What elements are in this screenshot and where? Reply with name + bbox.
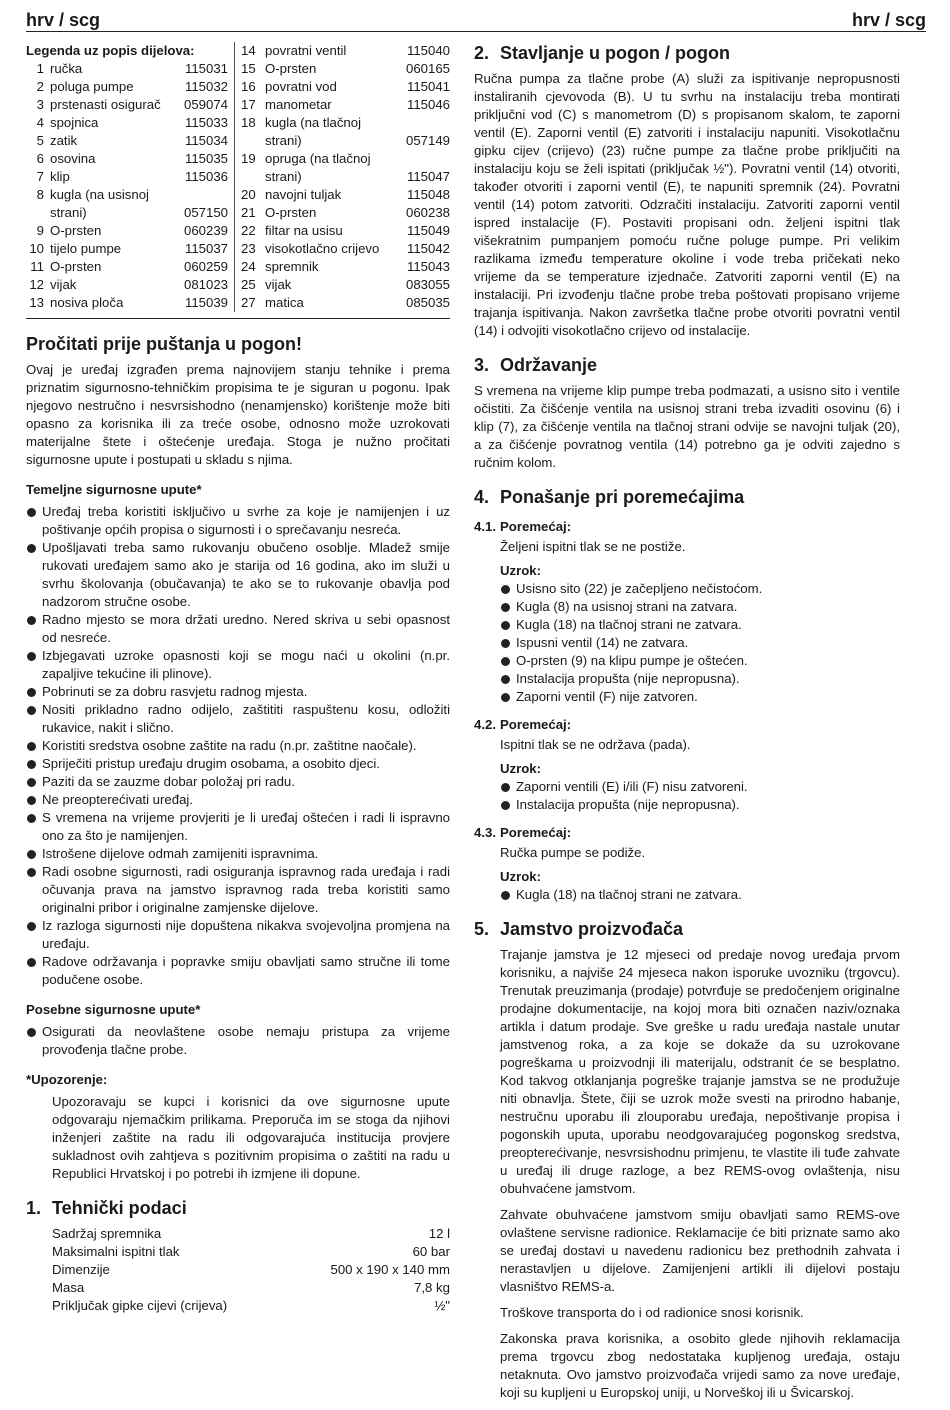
maintenance-text: S vremena na vrijeme klip pumpe treba podmazati, a usisno sito i ventile očistiti. Za čišćenje ventila na usisnoj strani treba izvaditi osovinu (6) i klip (7), za čišćenje ventila na tlačnoj strani odvije se navojni tuljak (20), a za čišćenje povratnog ventila (14) potrebno ga je odviti zajedno s ručnim kolom. — [474, 383, 900, 470]
parts-row — [241, 294, 450, 312]
part-code: 115048 — [406, 187, 450, 202]
part-code: 115040 — [406, 43, 450, 58]
fault-heading — [474, 518, 900, 536]
fault-cause-item: Instalacija propušta (nije nepropusna). — [500, 796, 900, 814]
basic-safety-item: Izbjegavati uzroke opasnosti koji se mogu naći u okolini (n.pr. zapaljive tekućine ili plinove). — [26, 647, 450, 683]
basic-safety-item: Ne preopterećivati uređaj. — [26, 791, 450, 809]
part-name: zatik — [50, 133, 78, 148]
part-code: 115031 — [184, 61, 228, 76]
tech-data-row — [52, 1261, 450, 1279]
tech-data-row — [52, 1297, 450, 1315]
right-column — [474, 42, 900, 1410]
left-column — [26, 42, 450, 1315]
part-code: 060165 — [405, 61, 450, 76]
parts-row — [26, 150, 228, 168]
startup-number: 2. — [474, 43, 490, 63]
part-code: 115041 — [406, 79, 450, 94]
special-safety-item: Osigurati da neovlaštene osobe nemaju pristupa za vrijeme provođenja tlačne probe. — [26, 1023, 450, 1059]
basic-safety-item: Nositi prikladno radno odijelo, zaštititi raspuštenu kosu, odložiti rukavice, nakit i slično. — [26, 701, 450, 737]
parts-column-2 — [234, 42, 450, 312]
fault-cause-label: Uzrok: — [500, 869, 542, 884]
part-code: 115047 — [406, 169, 450, 184]
part-name: osovina — [50, 151, 96, 166]
header-right-lang: hrv / scg — [851, 10, 926, 30]
tech-data-row — [52, 1225, 450, 1243]
fault-cause-label: Uzrok: — [500, 563, 542, 578]
faults-list — [474, 518, 900, 904]
part-name: klip — [50, 169, 70, 184]
part-code: 060238 — [405, 205, 450, 220]
special-safety-list — [26, 1023, 450, 1059]
faults-heading — [474, 486, 900, 508]
part-code: 115042 — [406, 241, 450, 256]
startup-heading — [474, 42, 900, 64]
fault-cause-list — [474, 580, 900, 706]
fault-cause-item: Zaporni ventil (F) nije zatvoren. — [500, 688, 900, 706]
fault-block — [474, 824, 900, 904]
part-name: poluga pumpe — [50, 79, 134, 94]
part-number: 8 — [36, 187, 44, 202]
part-number: 11 — [30, 259, 44, 274]
part-name: opruga (na tlačnoj — [265, 151, 371, 166]
warranty-text — [474, 946, 900, 1402]
warning-text: Upozoravaju se kupci i korisnici da ove sigurnosne upute odgovaraju njemačkim prilikama. Preporuča im se stoga da njihovi inženjeri zaštite na radu ili odgovarajuća institucija provjere sukladnost ovih zahtjeva s pozitivnim propisima o zaštiti na radu u Republici Hrvatskoj i po potrebi ih izmjene ili dopune. — [52, 1094, 450, 1181]
part-number: 13 — [29, 295, 44, 310]
tech-data-label: Dimenzije — [52, 1262, 110, 1277]
part-number: 4 — [36, 115, 44, 130]
parts-row — [26, 222, 228, 240]
part-number: 23 — [241, 241, 256, 256]
warranty-paragraph: Zahvate obuhvaćene jamstvom smiju obavljati samo REMS-ove ovlaštene servisne radionice. Reklamacije će biti priznate samo ako se uređaj dostavi u navedenu radionicu bez prethodnih zahvata i nerastavljen u dijelove. Zamijenjeni artikli ili dijelovi postaju vlasništvo REMS-a. — [500, 1207, 900, 1294]
part-name: O-prsten — [265, 205, 317, 220]
fault-cause-item: Kugla (8) na usisnoj strani na zatvara. — [500, 598, 900, 616]
fault-description: Željeni ispitni tlak se ne postiže. — [500, 539, 686, 554]
basic-safety-item: Upošljavati treba samo rukovanju obučeno osoblje. Mladež smije rukovati uređajem samo ako je starija od 16 godina, ako im služi u svrhu školovanja (obučavanja) te ako se to rukovanje obavlja pod nadzorom stručne osobe. — [26, 539, 450, 611]
tech-data-value: 60 bar — [412, 1244, 450, 1259]
parts-row — [241, 132, 450, 150]
tech-data-title: Tehnički podaci — [52, 1198, 187, 1218]
basic-safety-title: Temeljne sigurnosne upute* — [26, 482, 202, 497]
basic-safety-item: Iz razloga sigurnosti nije dopuštena nikakva svojevoljna promjena na uređaju. — [26, 917, 450, 953]
parts-row — [241, 186, 450, 204]
fault-label: Poremećaj: — [500, 519, 572, 534]
part-name: povratni ventil — [265, 43, 347, 58]
maintenance-number: 3. — [474, 355, 490, 375]
part-number — [241, 132, 265, 150]
part-code: 115037 — [184, 241, 228, 256]
parts-row — [241, 42, 450, 60]
basic-safety-item: Paziti da se zauzme dobar položaj pri radu. — [26, 773, 450, 791]
warranty-paragraph: Zakonska prava korisnika, a osobito glede njihovih reklamacija prema trgovcu zbog nedostataka kupljenog uređaja, ostaju netaknuta. Ovo jamstvo proizvođača vrijedi samo za nove uređaje, koji su kupljeni u Europskoj uniji, u Norveškoj ili u Švicarskoj. — [500, 1331, 900, 1400]
part-code: 115046 — [406, 97, 450, 112]
part-code: 115033 — [184, 115, 228, 130]
fault-cause-item: Kugla (18) na tlačnoj strani ne zatvara. — [500, 886, 900, 904]
part-code — [170, 186, 228, 204]
part-number: 22 — [241, 223, 256, 238]
part-number — [241, 168, 265, 186]
fault-cause-label: Uzrok: — [500, 761, 542, 776]
parts-row — [241, 78, 450, 96]
part-code: 057150 — [183, 205, 228, 220]
part-name: strani) — [50, 205, 87, 220]
part-number: 24 — [241, 259, 256, 274]
fault-heading — [474, 716, 900, 734]
parts-row — [26, 168, 228, 186]
part-code — [392, 114, 450, 132]
tech-data-value: 12 l — [428, 1226, 450, 1241]
parts-row — [241, 114, 450, 132]
tech-data-label: Masa — [52, 1280, 85, 1295]
part-code: 115043 — [406, 259, 450, 274]
part-name: spremnik — [265, 259, 319, 274]
part-name: O-prsten — [50, 223, 102, 238]
part-number — [26, 204, 50, 222]
parts-row — [26, 258, 228, 276]
maintenance-heading — [474, 354, 900, 376]
parts-row — [26, 60, 228, 78]
fault-cause-item: Instalacija propušta (nije nepropusna). — [500, 670, 900, 688]
part-number: 2 — [36, 79, 44, 94]
fault-id: 4.3. — [474, 825, 496, 840]
part-name: strani) — [265, 133, 302, 148]
parts-row — [26, 186, 228, 204]
parts-row — [241, 150, 450, 168]
fault-cause-list — [474, 886, 900, 904]
fault-id: 4.1. — [474, 519, 496, 534]
special-safety-title: Posebne sigurnosne upute* — [26, 1002, 201, 1017]
warranty-paragraph: Troškove transporta do i od radionice snosi korisnik. — [500, 1305, 804, 1320]
read-first-text: Ovaj je uređaj izgrađen prema najnovijem stanju tehnike i prema priznatim sigurnosno-tehničkim propisima te je siguran u pogonu. Ipak njegovo nestručno i nesvrsishodno (nenamjensko) korištenje može biti opasno za korisnika ili za treće osobe, odnosno može uzrokovati materijalne štete i oštećenje uređaja. Stoga je nužno pročitati sigurnosne upute i postupati u skladu s njima. — [26, 362, 450, 467]
part-code: 060259 — [183, 259, 228, 274]
part-number: 25 — [241, 277, 256, 292]
part-number: 1 — [36, 61, 44, 76]
part-name: visokotlačno crijevo — [265, 241, 380, 256]
tech-data-heading — [26, 1197, 450, 1219]
part-number: 18 — [241, 115, 256, 130]
parts-row — [26, 78, 228, 96]
fault-cause-item: O-prsten (9) na klipu pumpe je oštećen. — [500, 652, 900, 670]
basic-safety-item: Radi osobne sigurnosti, radi osiguranja ispravnog rada uređaja i radi očuvanja prava na jamstvo ispravnog rada treba koristiti samo originalni pribor i originalne zamjenske dijelove. — [26, 863, 450, 917]
maintenance-title: Održavanje — [500, 355, 598, 375]
part-number: 5 — [36, 133, 44, 148]
startup-text: Ručna pumpa za tlačne probe (A) služi za ispitivanje nepropusnosti instaliranih cjevovoda (B). U tu svrhu na instalaciju treba montirati priključni vod (C) s manometrom (D) s propisanom skalom, te zaporni ventil (E). Zaporni ventil (E) zatvoriti i instalaciju napuniti. Visokotlačnu gipku cijev (crijevo) (23) ručne pumpe za tlačne probe priključiti na instalaciju koju se želi ispitati (priključak ½"). Povratni ventil (14) otvoriti, također otvoriti i zaporni ventil (E), te napuniti spremnik (24). Povratni ventil (14) potom zatvoriti. Odzračiti instalaciju. Zatvoriti zaporni ventil ispred instalacije (F). Postaviti propisani odn. željeni ispitni tlak višekratnim pumpanjem pomoću ručne poluge pumpe. Pri velikim razlikama između temperature okoline i vode treba pričekati neko vrijeme da se temperature izjednače. Zatvoriti zaporni ventil (E) na instalaciji. Pri izvođenju tlačne probe treba poštovati propisano vrijeme trajanja ispitivanja. Nakon završetka tlačne probe otvoriti povratni ventil (14) i odvojiti visokotlačno crijevo od instalacije. — [474, 71, 900, 338]
fault-cause-item: Zaporni ventili (E) i/ili (F) nisu zatvoreni. — [500, 778, 900, 796]
fault-heading — [474, 824, 900, 842]
parts-row — [26, 114, 228, 132]
parts-row — [26, 204, 228, 222]
parts-row — [26, 132, 228, 150]
warranty-title: Jamstvo proizvođača — [500, 919, 684, 939]
parts-row — [241, 222, 450, 240]
part-code: 081023 — [183, 277, 228, 292]
part-name: vijak — [265, 277, 292, 292]
part-code — [392, 150, 450, 168]
part-number: 15 — [241, 61, 256, 76]
part-code: 115035 — [184, 151, 228, 166]
part-code: 115034 — [184, 133, 228, 148]
fault-block — [474, 518, 900, 706]
part-code: 057149 — [405, 133, 450, 148]
parts-row — [241, 276, 450, 294]
parts-row — [26, 276, 228, 294]
part-name: filtar na usisu — [265, 223, 343, 238]
basic-safety-item: Radove održavanja i popravke smiju obavljati samo stručne ili tome podučene osobe. — [26, 953, 450, 989]
basic-safety-item: Radno mjesto se mora držati uredno. Nered skriva u sebi opasnost od nesreće. — [26, 611, 450, 647]
part-name: prstenasti osigurač — [50, 97, 161, 112]
tech-data-row — [52, 1243, 450, 1261]
parts-row — [241, 96, 450, 114]
fault-cause-list — [474, 778, 900, 814]
part-number: 10 — [29, 241, 44, 256]
tech-data-row — [52, 1279, 450, 1297]
part-code: 060239 — [183, 223, 228, 238]
fault-label: Poremećaj: — [500, 825, 572, 840]
part-name: kugla (na tlačnoj — [265, 115, 362, 130]
parts-row — [241, 168, 450, 186]
fault-cause-item: Kugla (18) na tlačnoj strani ne zatvara. — [500, 616, 900, 634]
tech-data-label: Sadržaj spremnika — [52, 1226, 162, 1241]
header-left-lang: hrv / scg — [26, 10, 101, 30]
part-name: tijelo pumpe — [50, 241, 122, 256]
part-number: 7 — [36, 169, 44, 184]
part-code: 115032 — [184, 79, 228, 94]
fault-id: 4.2. — [474, 717, 496, 732]
tech-data-label: Priključak gipke cijevi (crijeva) — [52, 1298, 228, 1313]
parts-legend-title: Legenda uz popis dijelova: — [26, 43, 195, 58]
part-name: nosiva ploča — [50, 295, 124, 310]
parts-row — [241, 60, 450, 78]
part-number: 9 — [36, 223, 44, 238]
part-number: 16 — [241, 79, 256, 94]
part-code: 083055 — [405, 277, 450, 292]
part-number: 14 — [241, 43, 256, 58]
part-number: 17 — [241, 97, 256, 112]
part-name: spojnica — [50, 115, 99, 130]
part-name: manometar — [265, 97, 332, 112]
fault-cause-item: Usisno sito (22) je začepljeno nečistoćom. — [500, 580, 900, 598]
basic-safety-item: Uređaj treba koristiti isključivo u svrhe za koje je namijenjen i uz poštivanje općih propisa o sigurnosti i o sprečavanju nesreća. — [26, 503, 450, 539]
fault-cause-item: Ispusni ventil (14) ne zatvara. — [500, 634, 900, 652]
part-number: 21 — [241, 205, 256, 220]
page-header — [26, 10, 926, 32]
part-number: 6 — [36, 151, 44, 166]
part-number: 3 — [36, 97, 44, 112]
part-code: 115039 — [184, 295, 228, 310]
part-name: ručka — [50, 61, 83, 76]
tech-data-value: ½" — [434, 1298, 450, 1313]
part-name: O-prsten — [50, 259, 102, 274]
part-name: matica — [265, 295, 304, 310]
basic-safety-item: Spriječiti pristup uređaju drugim osobama, a osobito djeci. — [26, 755, 450, 773]
basic-safety-item: Istrošene dijelove odmah zamijeniti ispravnima. — [26, 845, 450, 863]
fault-block — [474, 716, 900, 814]
part-name: kugla (na usisnoj — [50, 187, 149, 202]
tech-data-table — [26, 1225, 450, 1315]
parts-row — [241, 204, 450, 222]
faults-number: 4. — [474, 487, 490, 507]
startup-title: Stavljanje u pogon / pogon — [500, 43, 730, 63]
part-name: navojni tuljak — [265, 187, 342, 202]
part-number: 27 — [241, 295, 256, 310]
warranty-number: 5. — [474, 919, 490, 939]
warranty-paragraph: Trajanje jamstva je 12 mjeseci od predaje novog uređaja prvom korisniku, a najviše 24 mjeseca nakon isporuke uvozniku (trgovcu). Trenutak preuzimanja (prodaje) potvrđuje se predočenjem originalne prodajne dokumentacije, na kojoj mora biti označen naziv/oznaka artikla i datum prodaje. Sve greške u radu uređaja nastale unutar jamstvenog roka, a za koje se dokaže da su uzrokovane pogreškama u proizvodnji ili materijalu, odstranit će se besplatno. Kod takvog otklanjanja pogreške trajanje jamstva se ne produžuje niti obnavlja. Štete, čiji se uzrok može svesti na prirodno habanje, nestručnu uporabu ili zlouporabu uređaja, nepoštivanje propisa i pogonskih uputa, uporabu neodgovarajućeg pogonskog sredstva, preopterećivanje, nesvrsishodnu primjenu, te vlastite ili tuđe zahvate u uređaj ili druge razloge, a bez REMS-ovog ovlaštenja, nisu obuhvaćene jamstvom. — [500, 947, 900, 1196]
tech-data-number: 1. — [26, 1198, 42, 1218]
parts-list — [26, 42, 450, 319]
part-number: 20 — [241, 187, 256, 202]
part-name: vijak — [50, 277, 77, 292]
part-code: 059074 — [183, 97, 228, 112]
basic-safety-item: Koristiti sredstva osobne zaštite na radu (n.pr. zaštitne naočale). — [26, 737, 450, 755]
parts-row — [26, 294, 228, 312]
part-name: povratni vod — [265, 79, 337, 94]
basic-safety-item: Pobrinuti se za dobru rasvjetu radnog mjesta. — [26, 683, 450, 701]
part-name: O-prsten — [265, 61, 317, 76]
tech-data-label: Maksimalni ispitni tlak — [52, 1244, 180, 1259]
faults-title: Ponašanje pri poremećajima — [500, 487, 745, 507]
parts-row — [241, 258, 450, 276]
basic-safety-item: S vremena na vrijeme provjeriti je li uređaj oštećen i radi li ispravno ono za što je namijenjen. — [26, 809, 450, 845]
read-first-title: Pročitati prije puštanja u pogon! — [26, 334, 303, 354]
fault-label: Poremećaj: — [500, 717, 572, 732]
part-number: 12 — [29, 277, 44, 292]
part-number: 19 — [241, 151, 256, 166]
tech-data-value: 7,8 kg — [414, 1280, 450, 1295]
part-name: strani) — [265, 169, 302, 184]
part-code: 085035 — [405, 295, 450, 310]
parts-row — [26, 240, 228, 258]
warning-title: *Upozorenje: — [26, 1072, 108, 1087]
part-code: 115036 — [184, 169, 228, 184]
basic-safety-list — [26, 503, 450, 989]
tech-data-value: 500 x 190 x 140 mm — [330, 1262, 450, 1277]
warranty-heading — [474, 918, 900, 940]
parts-row — [26, 96, 228, 114]
part-code: 115049 — [406, 223, 450, 238]
parts-row — [241, 240, 450, 258]
parts-column-1 — [26, 42, 234, 312]
fault-description: Ručka pumpe se podiže. — [500, 845, 646, 860]
fault-description: Ispitni tlak se ne održava (pada). — [500, 737, 691, 752]
